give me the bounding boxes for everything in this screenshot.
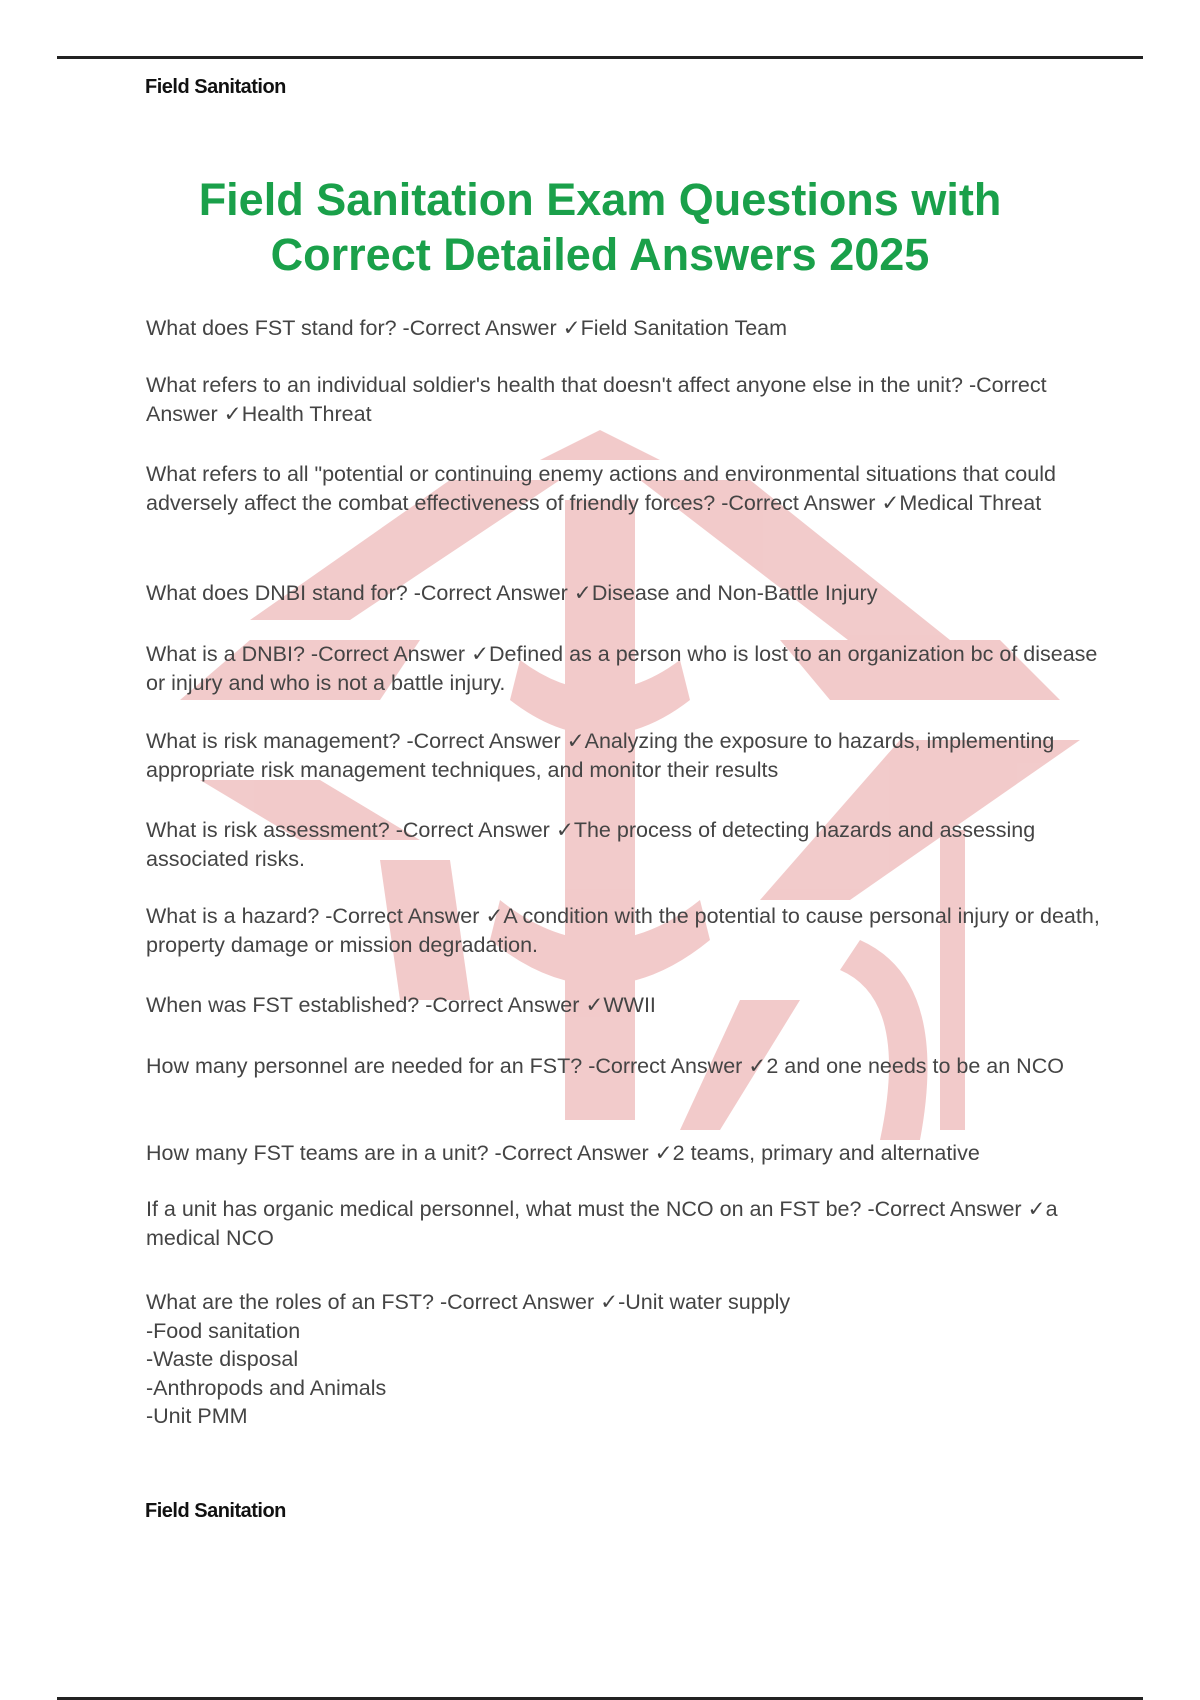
correct-answer-label: -Correct Answer ✓ [494, 1141, 673, 1165]
correct-answer-label: -Correct Answer ✓ [325, 904, 504, 928]
qa-item [146, 991, 1106, 1020]
correct-answer-label: -Correct Answer ✓ [588, 1054, 767, 1078]
answer: 2 teams, primary and alternative [672, 1141, 980, 1165]
answer: The process of detecting hazards and assessing associated risks. [146, 818, 1036, 871]
correct-answer-label: -Correct Answer ✓ [310, 642, 490, 666]
question: What does DNBI stand for? [146, 581, 408, 605]
answer: -Unit water supply -Food sanitation -Waste disposal -Anthropods and Animals -Unit PMM [146, 1290, 791, 1428]
correct-answer-label: -Correct Answer ✓ [867, 1197, 1046, 1221]
answer: A condition with the potential to cause personal injury or death, property damage or mission degradation. [146, 904, 1100, 957]
top-rule [57, 56, 1143, 59]
question: When was FST established? [146, 993, 420, 1017]
answer: Medical Threat [899, 490, 1042, 515]
question: What is risk assessment? [146, 818, 390, 842]
question: How many personnel are needed for an FST? [146, 1054, 583, 1078]
answer: Field Sanitation Team [580, 316, 788, 340]
answer: Disease and Non-Battle Injury [591, 581, 878, 605]
question: What does FST stand for? [146, 316, 397, 340]
question: What refers to all "potential or continuing enemy actions and environmental situations that could adversely affect the combat effectiveness of friendly forces? [146, 462, 1056, 515]
answer: Health Threat [241, 401, 372, 426]
answer: 2 and one needs to be an NCO [766, 1054, 1064, 1078]
question: How many FST teams are in a unit? [146, 1141, 489, 1165]
qa-item [146, 1052, 1106, 1081]
document-title [0, 172, 1200, 282]
qa-item [146, 902, 1106, 959]
correct-answer-label: -Correct Answer ✓ [406, 729, 585, 753]
qa-item [146, 460, 1106, 517]
answer: Analyzing the exposure to hazards, implementing appropriate risk management techniques, and monitor their results [146, 729, 1055, 782]
qa-item [146, 579, 1106, 608]
running-header: Field Sanitation [145, 76, 286, 98]
correct-answer-label: -Correct Answer ✓ [721, 490, 900, 515]
qa-item [146, 816, 1106, 873]
question: What are the roles of an FST? [146, 1290, 434, 1314]
question: What is a DNBI? [146, 642, 305, 666]
question: What refers to an individual soldier's health that doesn't affect anyone else in the unit? [146, 373, 963, 397]
qa-item [146, 1195, 1106, 1252]
correct-answer-label: -Correct Answer ✓ [146, 373, 1047, 426]
qa-item [146, 371, 1106, 428]
correct-answer-label: -Correct Answer ✓ [395, 818, 574, 842]
qa-item [146, 1139, 1106, 1168]
question: If a unit has organic medical personnel, what must the NCO on an FST be? [146, 1197, 862, 1221]
question: What is a hazard? [146, 904, 320, 928]
qa-item [146, 727, 1106, 784]
qa-item [146, 1288, 1106, 1431]
answer: Defined as a person who is lost to an organization bc of disease or injury and who is not a battle injury. [146, 642, 1098, 695]
title-line-1: Field Sanitation Exam Questions with [198, 174, 1002, 225]
correct-answer-label: -Correct Answer ✓ [439, 1290, 619, 1314]
correct-answer-label: -Correct Answer ✓ [425, 993, 604, 1017]
correct-answer-label: -Correct Answer ✓ [413, 581, 592, 605]
answer: a medical NCO [146, 1197, 1058, 1250]
running-footer: Field Sanitation [145, 1500, 286, 1522]
answer: WWII [603, 993, 656, 1017]
qa-item [146, 640, 1106, 697]
correct-answer-label: -Correct Answer ✓ [402, 316, 581, 340]
qa-item [146, 314, 1106, 343]
title-line-2: Correct Detailed Answers 2025 [270, 229, 930, 280]
question: What is risk management? [146, 729, 401, 753]
